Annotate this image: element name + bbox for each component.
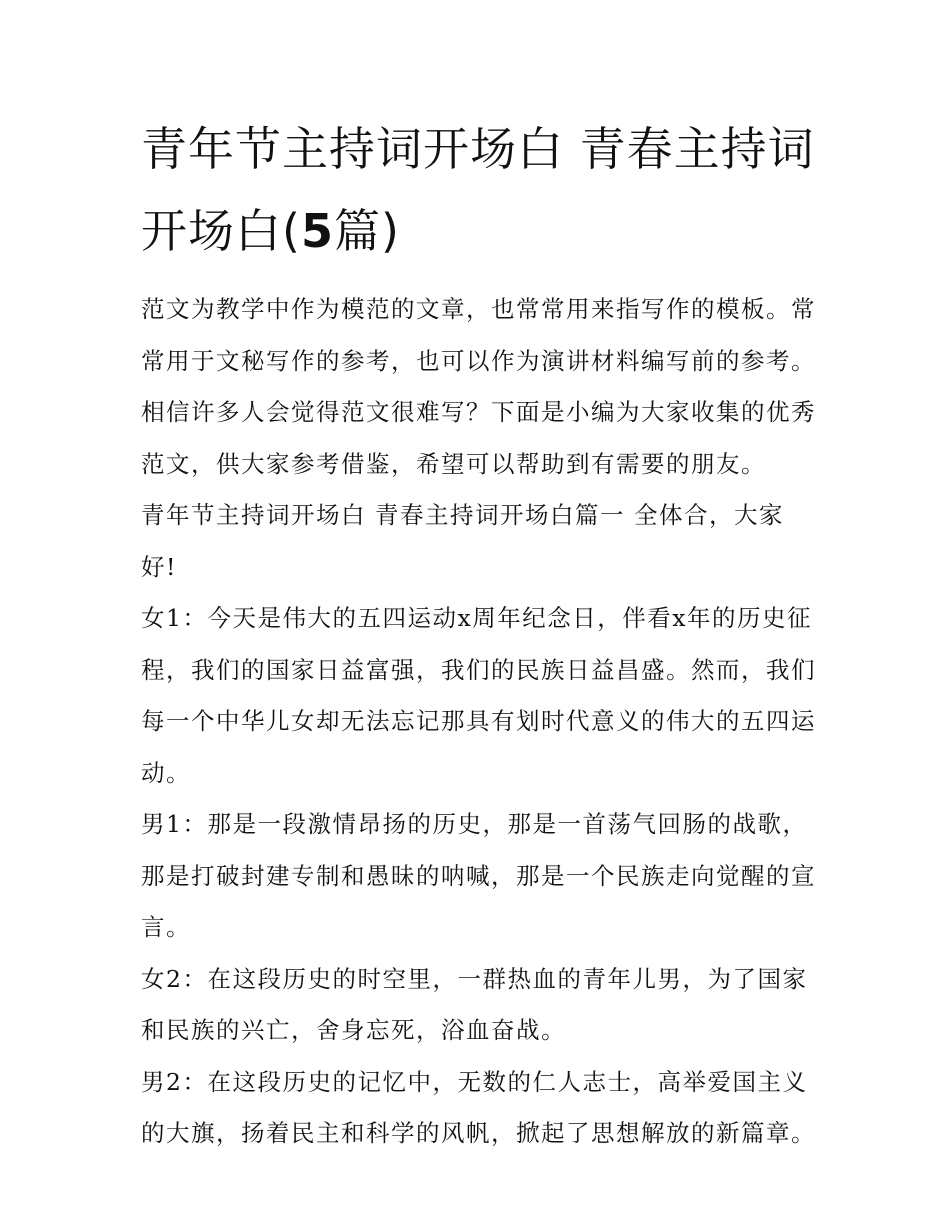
dialogue-paragraph-male-1: 男1：那是一段激情昂扬的历史，那是一首荡气回肠的战歌，那是打破封建专制和愚昧的呐喊，那是一个民族走向觉醒的宣言。 [141,810,816,941]
document-content [141,108,816,1160]
title-count: 5 [300,204,334,258]
intro-paragraph: 范文为教学中作为模范的文章，也常常用来指写作的模板。常常用于文秘写作的参考，也可以作为演讲材料编写前的参考。相信许多人会觉得范文很难写？下面是小编为大家收集的优秀范文，供大家参考借鉴，希望可以帮助到有需要的朋友。 [141,295,816,478]
dialogue-paragraph-male-2: 男2：在这段历史的记忆中，无数的仁人志士，高举爱国主义的大旗，扬着民主和科学的风帆，掀起了思想解放的新篇章。 [141,1067,816,1147]
title-text: 青年节主持词开场白 青春主持词开场白( [141,122,815,258]
document-title [141,108,816,272]
dialogue-paragraph-female-1: 女1：今天是伟大的五四运动x周年纪念日，伴看x年的历史征程，我们的国家日益富强，我们的民族日益昌盛。然而，我们每一个中华儿女却无法忘记那具有划时代意义的伟大的五四运动。 [141,604,816,787]
section-heading-paragraph: 青年节主持词开场白 青春主持词开场白篇一 全体合，大家好! [141,501,784,581]
document-body [141,284,816,1160]
dialogue-paragraph-female-2: 女2：在这段历史的时空里，一群热血的青年儿男，为了国家和民族的兴亡，舍身忘死，浴血奋战。 [141,964,808,1044]
title-suffix: 篇) [333,204,400,258]
